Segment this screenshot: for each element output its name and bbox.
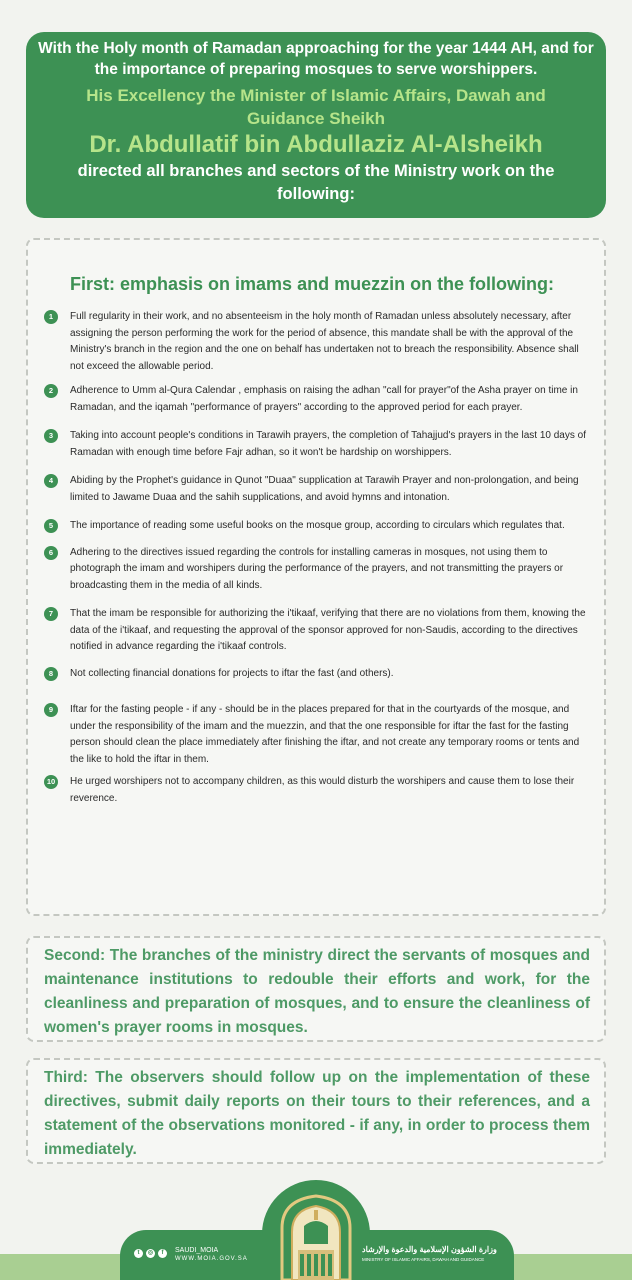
website-link[interactable]: WWW.MOIA.GOV.SA [175,1256,248,1262]
item-text: Adherence to Umm al-Qura Calendar , emphasis on raising the adhan "call for prayer"of the Asha prayer on time in Ramadan, and the iqamah "performance of prayers" according to the approved period for each prayer. [70,385,578,413]
item-text: He urged worshipers not to accompany children, as this would disturb the worshipers and cause them to lose their reverence. [70,776,575,804]
second-section [26,936,606,1042]
ministry-name-english: MINISTRY OF ISLAMIC AFFAIRS, DAWAH AND GUIDANCE [362,1257,485,1262]
list-item [38,545,590,595]
list-item [38,473,590,506]
list-item [38,666,590,683]
number-badge: 2 [44,384,58,398]
ministry-logo-icon [276,1194,356,1280]
list-item [38,774,590,807]
list-item [38,702,590,768]
third-section [26,1058,606,1164]
first-section-title: First: emphasis on imams and muezzin on the following: [70,274,555,294]
item-text: Not collecting financial donations for projects to iftar the fast (and others). [70,667,394,679]
header-banner [26,32,606,218]
instagram-icon[interactable]: ◎ [147,1250,154,1256]
list-item [38,518,590,535]
number-badge: 10 [44,775,58,789]
number-badge: 5 [44,519,58,533]
list-item [38,309,590,375]
number-badge: 4 [44,474,58,488]
minister-name: Dr. Abdullatif bin Abdullaziz Al-Alsheikh [89,131,543,158]
facebook-icon[interactable]: f [158,1249,167,1258]
minister-title: His Excellency the Minister of Islamic Affairs, Dawah and Guidance Sheikh [86,86,546,128]
item-text: Iftar for the fasting people - if any - should be in the places prepared for that in the courtyards of the mosque, and under the responsibility of the imam and the muezzin, and that the one responsible for iftar the fast for the fasting person should clean the place immediately after finishing the iftar, and not create any temporary rooms or tents and the like to hold the iftar in them. [70,704,580,765]
item-text: Taking into account people's conditions in Tarawih prayers, the completion of Tahajjud's prayers in the last 10 days of Ramadan with enough time before Fajr adhan, so it won't be hardship on worshippers. [70,430,586,458]
second-section-text: Second: The branches of the ministry direct the servants of mosques and maintenance institutions to redouble their efforts and work, for the cleanliness and preparation of mosques, and to ensure the cleanliness of women's prayer rooms in mosques. [44,947,590,1036]
first-section [26,238,606,916]
intro-text: With the Holy month of Ramadan approaching for the year 1444 AH, and for the importance of preparing mosques to serve worshippers. [38,40,594,78]
item-text: Full regularity in their work, and no absenteeism in the holy month of Ramadan unless absolutely necessary, after assigning the person performing the work for the period of absence, this mandate shall be with the approval of the Ministry's branch in the region and the one on behalf has undertaken not to breach the responsibility. Absence shall not exceed the allowable period. [70,311,579,372]
number-badge: 3 [44,429,58,443]
third-section-text: Third: The observers should follow up on the implementation of these directives, submit daily reports on their tours to their references, and a statement of the observations monitored - if any, in order to process them immediately. [44,1069,590,1158]
number-badge: 9 [44,703,58,717]
item-text: Abiding by the Prophet's guidance in Qunot "Duaa" supplication at Tarawih Prayer and non-prolongation, and being limited to Jawame Duaa and the sahih supplications, and avoid hymns and intonation. [70,475,579,503]
number-badge: 7 [44,607,58,621]
number-badge: 6 [44,546,58,560]
item-text: Adhering to the directives issued regarding the controls for installing cameras in mosques, not using them to photograph the imam and worshipers during the performance of the prayers, and not transmitting the prayers or broadcasting them in the media of all kinds. [70,546,564,591]
directive-intro: directed all branches and sectors of the Ministry work on the following: [77,162,555,203]
number-badge: 8 [44,667,58,681]
list-item [38,383,590,416]
number-badge: 1 [44,310,58,324]
list-item [38,606,590,656]
social-icons [134,1249,167,1258]
item-text: The importance of reading some useful books on the mosque group, according to circulars which regulates that. [70,520,565,531]
item-text: That the imam be responsible for authorizing the i'tikaaf, verifying that there are no violations from them, knowing the data of the i'tikaaf, and requesting the approval of the sponsor approved for non-Saudis, according to the directives notified in advance regarding the i'tikaaf controls. [70,608,586,652]
social-handle[interactable]: SAUDI_MOIA [175,1247,219,1254]
list-item [38,428,590,461]
ministry-name-arabic: وزارة الشؤون الإسلامية والدعوة والإرشاد [362,1245,497,1254]
twitter-icon[interactable]: t [134,1249,143,1258]
